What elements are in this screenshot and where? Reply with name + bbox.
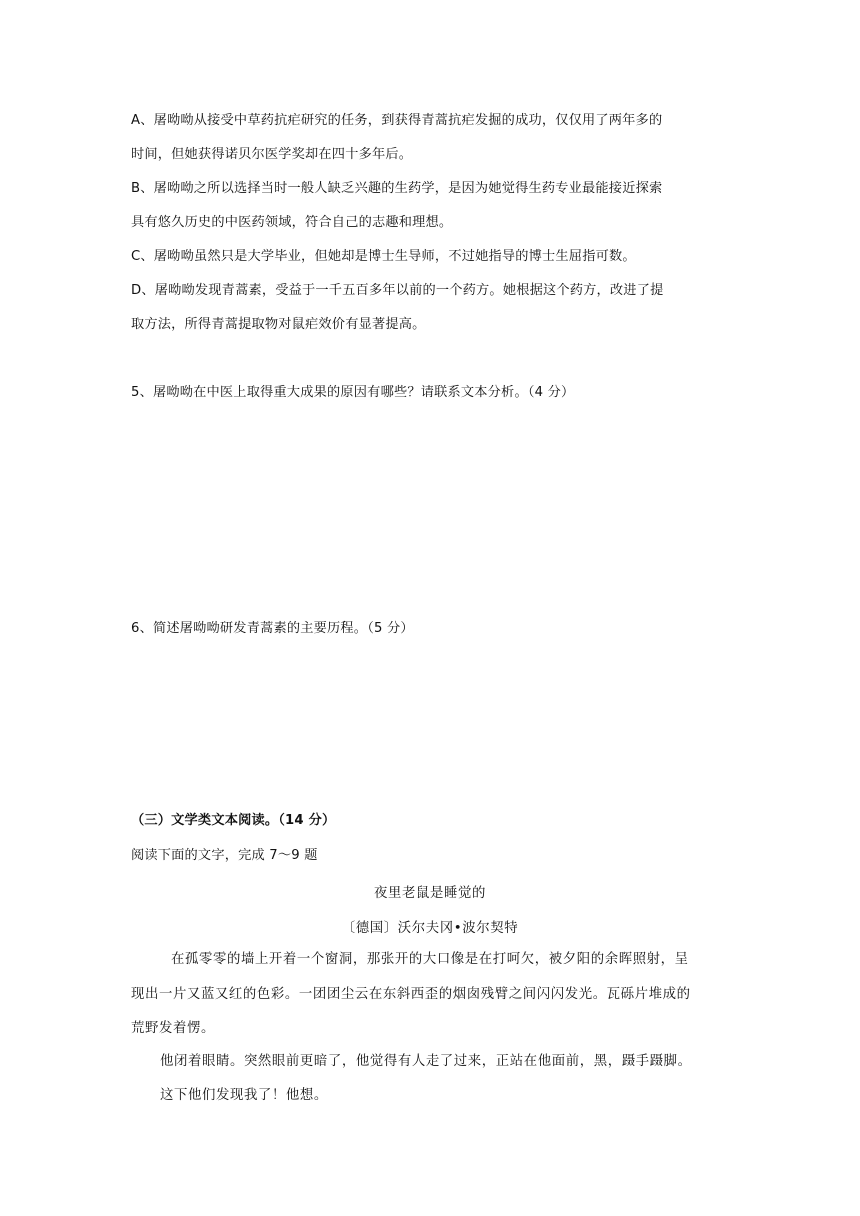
option-d-line2: 取方法，所得青蒿提取物对鼠疟效价有显著提高。 bbox=[131, 317, 426, 332]
section-heading: （三）文学类文本阅读。（14 分） bbox=[131, 813, 336, 828]
option-b-line1: B、屠呦呦之所以选择当时一般人缺乏兴趣的生药学，是因为她觉得生药专业最能接近探索 bbox=[131, 181, 663, 196]
story-paragraph-1-line1: 在孤零零的墙上开着一个窗洞，那张开的大口像是在打呵欠，被夕阳的余晖照射，呈 bbox=[171, 952, 689, 967]
option-b-line2: 具有悠久历史的中医药领域，符合自己的志趣和理想。 bbox=[131, 215, 453, 230]
option-c-line1: C、屠呦呦虽然只是大学毕业，但她却是博士生导师，不过她指导的博士生屈指可数。 bbox=[131, 249, 636, 264]
story-title: 夜里老鼠是睡觉的 bbox=[374, 886, 486, 901]
story-author: 〔德国〕沃尔夫冈•波尔契特 bbox=[341, 921, 519, 936]
option-a-line1: A、屠呦呦从接受中草药抗疟研究的任务，到获得青蒿抗疟发掘的成功，仅仅用了两年多的 bbox=[131, 113, 663, 128]
option-a-line2: 时间，但她获得诺贝尔医学奖却在四十多年后。 bbox=[131, 147, 413, 162]
story-paragraph-1-line2: 现出一片又蓝又红的色彩。一团团尘云在东斜西歪的烟囱残臂之间闪闪发光。瓦砾片堆成的 bbox=[131, 987, 691, 1002]
story-paragraph-1-line3: 荒野发着愣。 bbox=[131, 1021, 215, 1036]
option-d-line1: D、屠呦呦发现青蒿素，受益于一千五百多年以前的一个药方。她根据这个药方，改进了提 bbox=[131, 283, 664, 298]
story-paragraph-2: 他闭着眼睛。突然眼前更暗了，他觉得有人走了过来，正站在他面前，黑，蹑手蹑脚。 bbox=[160, 1054, 692, 1069]
section-instruction: 阅读下面的文字，完成 7～9 题 bbox=[131, 848, 318, 863]
question-6: 6、简述屠呦呦研发青蒿素的主要历程。（5 分） bbox=[131, 621, 414, 636]
story-paragraph-3: 这下他们发现我了！他想。 bbox=[160, 1088, 328, 1103]
question-5: 5、屠呦呦在中医上取得重大成果的原因有哪些？请联系文本分析。（4 分） bbox=[131, 385, 575, 400]
